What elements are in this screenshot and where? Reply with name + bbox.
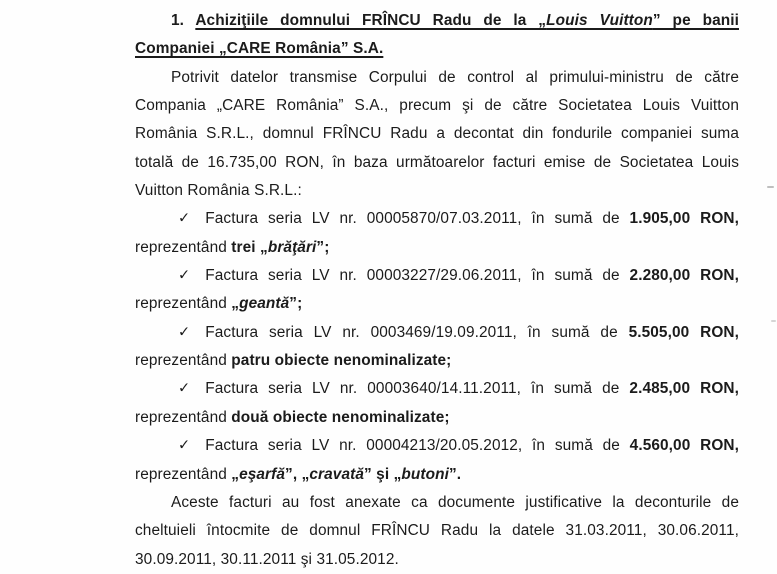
- text-segment: ”, „: [285, 465, 310, 483]
- invoice-item-1-line-2: [135, 234, 739, 262]
- text-segment: trei: [231, 238, 261, 256]
- text-segment: ” şi „: [364, 465, 402, 483]
- text-segment: 2.280,00 RON,: [629, 267, 739, 285]
- text-segment: 1.905,00 RON,: [629, 210, 739, 228]
- text-segment: eşarfă: [239, 465, 286, 483]
- checkmark-icon: ✓: [178, 380, 191, 397]
- text-segment: reprezentând: [135, 352, 232, 370]
- invoice-item-5-line-1: [135, 432, 739, 460]
- text-segment: reprezentând: [135, 238, 232, 256]
- text-segment: Compania „CARE România” S.A., precum şi de către Societatea Louis Vuitton: [135, 97, 739, 115]
- text-segment: cravată: [309, 465, 364, 483]
- section-heading-line-1: [135, 7, 739, 35]
- text-segment: 30.09.2011, 30.11.2011 şi 31.05.2012.: [135, 550, 399, 568]
- invoice-item-2-line-2: [135, 290, 739, 318]
- text-segment: Factura seria LV nr. 00003640/14.11.2011, în sumă de: [205, 380, 630, 398]
- intro-paragraph-line-3: [135, 120, 739, 148]
- scan-artifact: [771, 320, 776, 322]
- intro-paragraph-line-2: [135, 92, 739, 120]
- invoice-item-1-line-1: [135, 205, 739, 233]
- text-segment: Factura seria LV nr. 00003227/29.06.2011, în sumă de: [205, 267, 630, 285]
- text-segment: butoni: [401, 465, 449, 483]
- intro-paragraph-line-5: [135, 177, 739, 205]
- text-segment: două obiecte nenominalizate;: [231, 408, 450, 426]
- text-segment: Factura seria LV nr. 0003469/19.09.2011, în sumă de: [205, 323, 629, 341]
- text-segment: 4.560,00 RON,: [629, 437, 739, 455]
- text-segment: „: [231, 295, 240, 313]
- intro-paragraph-line-1: [135, 64, 739, 92]
- closing-paragraph-line-3: [135, 546, 739, 574]
- text-segment: ”;: [289, 295, 303, 313]
- text-segment: geantă: [239, 295, 290, 313]
- text-segment: brăţări: [267, 238, 317, 256]
- text-segment: Potrivit datelor transmise Corpului de control al primului-ministru de către: [171, 68, 739, 86]
- invoice-item-3-line-2: [135, 347, 739, 375]
- text-segment: Aceste facturi au fost anexate ca documente justificative la deconturile de: [171, 493, 739, 511]
- text-segment: Louis Vuitton: [546, 12, 653, 29]
- text-segment: „: [260, 238, 268, 256]
- text-segment: ” pe banii: [652, 12, 739, 29]
- scan-artifact: [767, 186, 774, 188]
- text-segment: reprezentând: [135, 408, 232, 426]
- text-segment: reprezentând: [135, 295, 232, 313]
- invoice-item-5-line-2: [135, 461, 739, 489]
- text-segment: reprezentând: [135, 465, 232, 483]
- text-segment: 2.485,00 RON,: [629, 380, 739, 398]
- closing-paragraph-line-1: [135, 489, 739, 517]
- text-segment: Factura seria LV nr. 00004213/20.05.2012, în sumă de: [205, 437, 630, 455]
- text-segment: ”;: [316, 238, 330, 256]
- text-segment: „: [231, 465, 240, 483]
- invoice-item-3-line-1: [135, 319, 739, 347]
- text-segment: 1.: [171, 12, 196, 29]
- checkmark-icon: ✓: [178, 437, 191, 454]
- invoice-item-2-line-1: [135, 262, 739, 290]
- document-content: [135, 7, 739, 574]
- checkmark-icon: ✓: [178, 324, 191, 341]
- invoice-item-4-line-1: [135, 375, 739, 403]
- closing-paragraph-line-2: [135, 517, 739, 545]
- text-segment: România S.R.L., domnul FRÎNCU Radu a decontat din fondurile companiei suma: [135, 125, 739, 143]
- text-segment: Vuitton România S.R.L.:: [135, 182, 302, 200]
- text-segment: Achiziţiile domnului FRÎNCU Radu de la „: [195, 12, 547, 29]
- text-segment: ”.: [449, 465, 462, 483]
- section-heading-line-2: [135, 35, 739, 63]
- text-segment: patru obiecte nenominalizate;: [231, 352, 452, 370]
- checkmark-icon: ✓: [178, 267, 191, 284]
- invoice-item-4-line-2: [135, 404, 739, 432]
- text-segment: Companiei „CARE România” S.A.: [135, 40, 384, 58]
- text-segment: cheltuieli întocmite de domnul FRÎNCU Radu la datele 31.03.2011, 30.06.2011,: [135, 522, 739, 540]
- text-segment: Factura seria LV nr. 00005870/07.03.2011, în sumă de: [205, 210, 630, 228]
- text-segment: 5.505,00 RON,: [628, 323, 739, 341]
- text-segment: totală de 16.735,00 RON, în baza următoarelor facturi emise de Societatea Louis: [135, 153, 739, 171]
- checkmark-icon: ✓: [178, 210, 191, 227]
- intro-paragraph-line-4: [135, 149, 739, 177]
